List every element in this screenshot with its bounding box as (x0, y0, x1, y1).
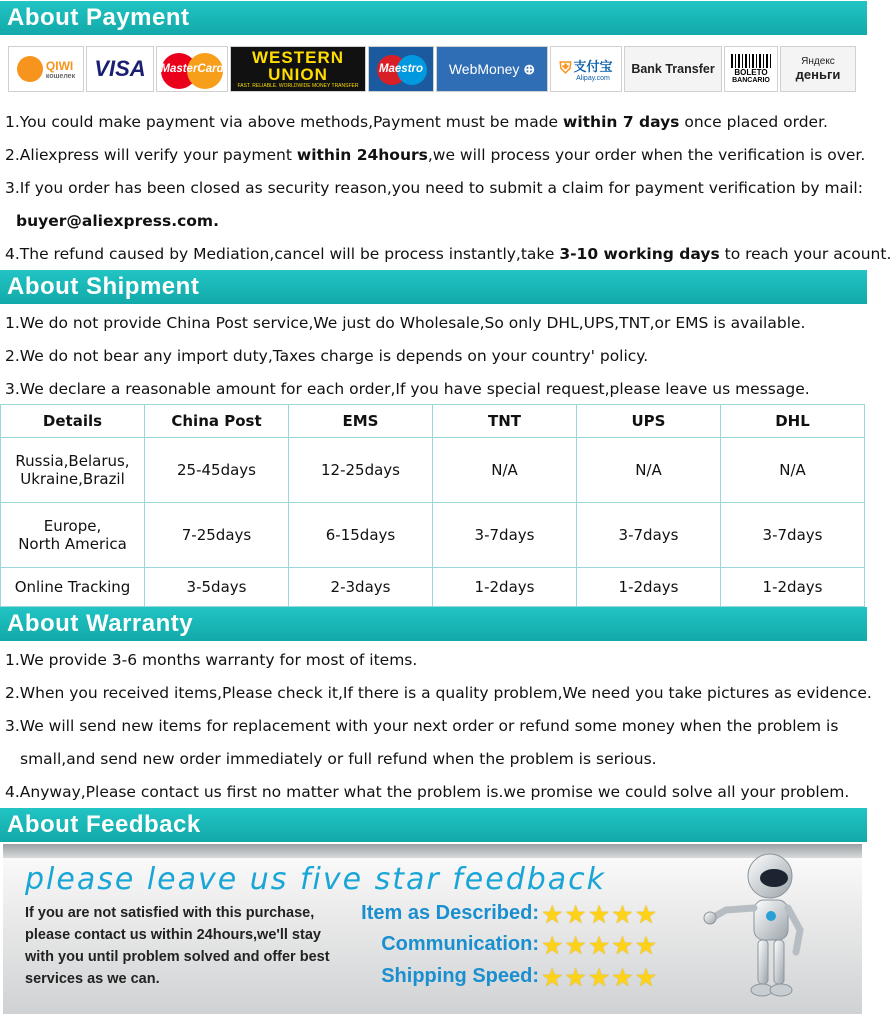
star-icon: ★ (541, 900, 565, 929)
table-cell: 12-25days (289, 438, 433, 503)
table-cell: N/A (721, 438, 865, 503)
table-cell: 1-2days (433, 568, 577, 607)
payment-logos (0, 46, 867, 96)
feedback-header: About Feedback (0, 808, 867, 842)
table-cell: 3-5days (145, 568, 289, 607)
payment-line-3: 3.If you order has been closed as security reason,you need to submit a claim for payment verification by mail: (5, 179, 863, 197)
western-union-logo: WESTERN UNION FAST. RELIABLE. WORLDWIDE MONEY TRANSFER (230, 46, 366, 92)
table-row (1, 438, 865, 503)
qiwi-logo: QIWI кошелек (8, 46, 84, 92)
table-cell: 6-15days (289, 503, 433, 568)
table-header-details: Details (1, 405, 145, 438)
table-cell: 25-45days (145, 438, 289, 503)
rating-label-item: Item as Described: (361, 902, 539, 924)
star-icons-communication (541, 931, 658, 960)
table-cell: 2-3days (289, 568, 433, 607)
boleto-logo: BOLETO BANCARIO (724, 46, 778, 92)
table-header-tnt: TNT (433, 405, 577, 438)
table-cell-details: Online Tracking (1, 568, 145, 607)
feedback-title: please leave us five star feedback (25, 862, 607, 897)
table-cell: N/A (577, 438, 721, 503)
table-cell: 1-2days (577, 568, 721, 607)
star-icon: ★ (611, 963, 635, 992)
star-icon: ★ (611, 900, 635, 929)
warranty-line-4: 4.Anyway,Please contact us first no matter what the problem is.we promise we could solve all your problem. (5, 783, 850, 801)
table-row (1, 503, 865, 568)
table-cell: N/A (433, 438, 577, 503)
star-icon: ★ (564, 931, 588, 960)
payment-line-2: 2.Aliexpress will verify your payment within 24hours,we will process your order when the verification is over. (5, 146, 866, 164)
shipment-line-3: 3.We declare a reasonable amount for each order,If you have special request,please leave us message. (5, 380, 810, 398)
warranty-line-2: 2.When you received items,Please check it,If there is a quality problem,We need you take pictures as evidence. (5, 684, 872, 702)
table-row (1, 568, 865, 607)
robot-icon (688, 848, 848, 1008)
star-icon: ★ (587, 931, 612, 960)
alipay-logo: ⛨ 支付宝 Alipay.com (550, 46, 622, 92)
star-icon: ★ (564, 900, 588, 929)
rating-label-shipping: Shipping Speed: (381, 965, 539, 987)
shipment-header: About Shipment (0, 270, 867, 304)
table-header-dhl: DHL (721, 405, 865, 438)
star-icon: ★ (611, 931, 635, 960)
star-icon: ★ (587, 900, 612, 929)
warranty-line-3b: small,and send new order immediately or full refund when the problem is serious. (20, 750, 657, 768)
shipment-line-2: 2.We do not bear any import duty,Taxes charge is depends on your country' policy. (5, 347, 649, 365)
warranty-line-1: 1.We provide 3-6 months warranty for most of items. (5, 651, 418, 669)
star-icon: ★ (634, 963, 659, 992)
shield-icon: ⛨ (559, 60, 572, 77)
warranty-line-3a: 3.We will send new items for replacement with your next order or refund some money when the problem is (5, 717, 839, 735)
table-cell-details: Europe, North America (1, 503, 145, 568)
table-cell: 7-25days (145, 503, 289, 568)
star-icon: ★ (634, 931, 659, 960)
star-icons-item (541, 900, 658, 929)
maestro-logo: Maestro (368, 46, 434, 92)
warranty-header: About Warranty (0, 607, 867, 641)
table-cell: 3-7days (433, 503, 577, 568)
payment-line-1: 1.You could make payment via above methods,Payment must be made within 7 days once placed order. (5, 113, 828, 131)
table-cell: 3-7days (721, 503, 865, 568)
table-header-china-post: China Post (145, 405, 289, 438)
payment-header: About Payment (0, 1, 867, 35)
table-header-ups: UPS (577, 405, 721, 438)
visa-logo: VISA (86, 46, 154, 92)
bank-transfer-logo: Bank Transfer (624, 46, 722, 92)
star-icon: ★ (587, 963, 612, 992)
table-cell-details: Russia,Belarus, Ukraine,Brazil (1, 438, 145, 503)
star-icon: ★ (541, 931, 565, 960)
payment-line-4: 4.The refund caused by Mediation,cancel will be process instantly,take 3-10 working days to reach your acount. (5, 245, 891, 263)
table-cell: 3-7days (577, 503, 721, 568)
feedback-text: If you are not satisfied with this purchase, please contact us within 24hours,we'll stay with you until problem solved and offer best services as we can. (25, 905, 330, 987)
payment-email: buyer@aliexpress.com. (16, 212, 219, 230)
shipment-line-1: 1.We do not provide China Post service,We just do Wholesale,So only DHL,UPS,TNT,or EMS is available. (5, 314, 806, 332)
star-icon: ★ (564, 963, 588, 992)
mastercard-logo: MasterCard (156, 46, 228, 92)
star-icons-shipping (541, 963, 658, 992)
globe-icon: ⊕ (523, 60, 536, 77)
feedback-banner (3, 844, 862, 1014)
shipping-table (0, 404, 865, 607)
webmoney-logo: WebMoney ⊕ (436, 46, 548, 92)
table-header-row (1, 405, 865, 438)
star-icon: ★ (634, 900, 659, 929)
table-header-ems: EMS (289, 405, 433, 438)
rating-label-communication: Communication: (381, 933, 539, 955)
table-cell: 1-2days (721, 568, 865, 607)
barcode-icon (731, 54, 771, 68)
star-icon: ★ (541, 963, 565, 992)
yandex-money-logo: Яндекс деньги (780, 46, 856, 92)
